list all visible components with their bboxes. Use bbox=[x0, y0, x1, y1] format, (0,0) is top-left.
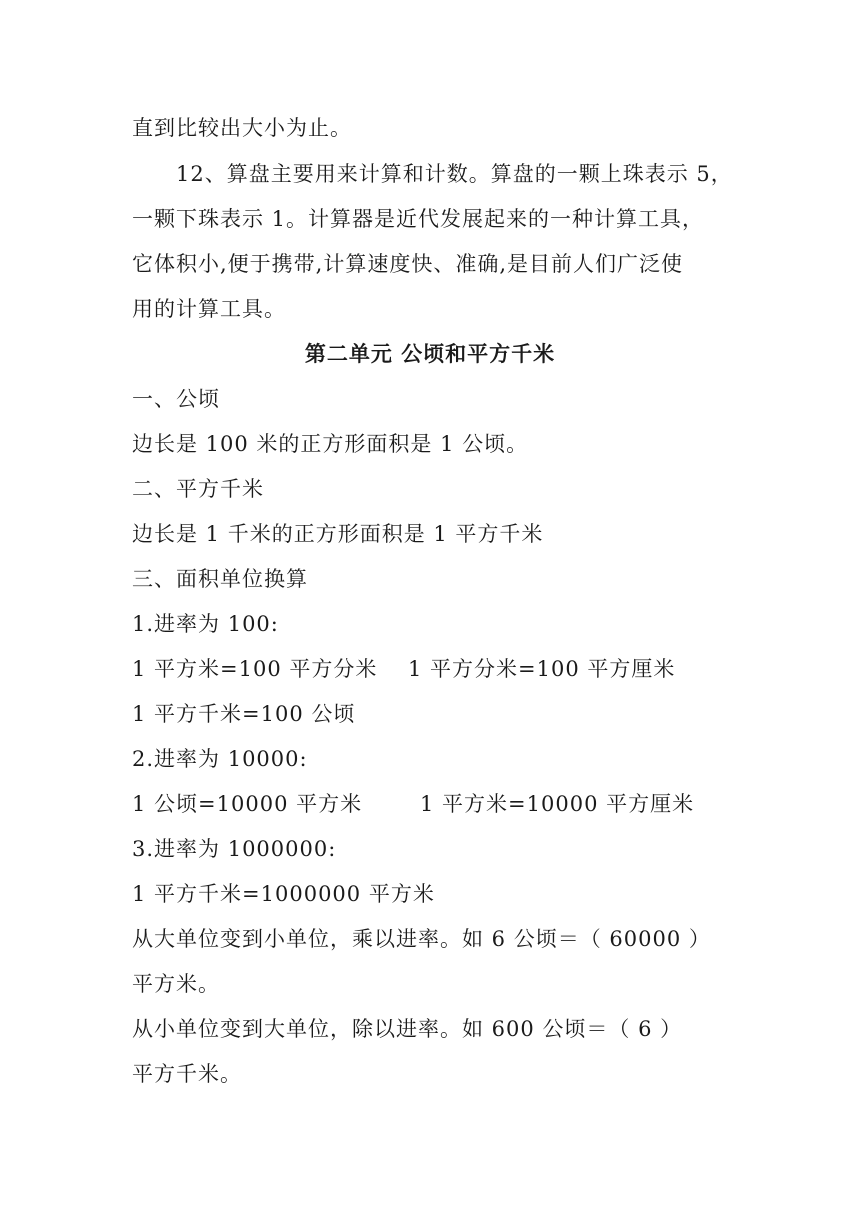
rule-text: 平方米。 bbox=[132, 972, 220, 996]
rule-text: 平方千米。 bbox=[132, 1062, 242, 1086]
paragraph-line: 直到比较出大小为止。 bbox=[132, 116, 352, 140]
section-heading: 二、平方千米 bbox=[132, 477, 264, 501]
conversion-formula: 1 平方分米=100 平方厘米 bbox=[408, 657, 676, 681]
paragraph-line: 用的计算工具。 bbox=[132, 297, 286, 321]
conversion-formula: 1 平方米=10000 平方厘米 bbox=[420, 792, 695, 816]
rule-text: 从小单位变到大单位，除以进率。如 600 公顷＝（ 6 ） bbox=[132, 1017, 683, 1041]
paragraph-line: 它体积小,便于携带,计算速度快、准确,是目前人们广泛使 bbox=[132, 252, 684, 276]
conversion-formula: 1 平方千米=1000000 平方米 bbox=[132, 882, 435, 906]
conversion-formula: 1 平方千米=100 公顷 bbox=[132, 702, 356, 726]
section-heading: 一、公顷 bbox=[132, 387, 220, 411]
paragraph-line: 12、算盘主要用来计算和计数。算盘的一颗上珠表示 5， bbox=[176, 162, 733, 186]
conversion-heading: 2.进率为 10000: bbox=[132, 747, 308, 771]
conversion-heading: 3.进率为 1000000: bbox=[132, 837, 337, 861]
paragraph-line: 一颗下珠表示 1。计算器是近代发展起来的一种计算工具， bbox=[132, 207, 705, 231]
section-heading: 三、面积单位换算 bbox=[132, 567, 308, 591]
conversion-heading: 1.进率为 100: bbox=[132, 612, 279, 636]
conversion-formula: 1 公顷=10000 平方米 bbox=[132, 792, 363, 816]
section-text: 边长是 1 千米的正方形面积是 1 平方千米 bbox=[132, 522, 544, 546]
rule-text: 从大单位变到小单位，乘以进率。如 6 公顷＝（ 60000 ） bbox=[132, 927, 711, 951]
unit-title: 第二单元 公顷和平方千米 bbox=[304, 342, 556, 366]
section-text: 边长是 100 米的正方形面积是 1 公顷。 bbox=[132, 432, 529, 456]
conversion-formula: 1 平方米=100 平方分米 bbox=[132, 657, 378, 681]
